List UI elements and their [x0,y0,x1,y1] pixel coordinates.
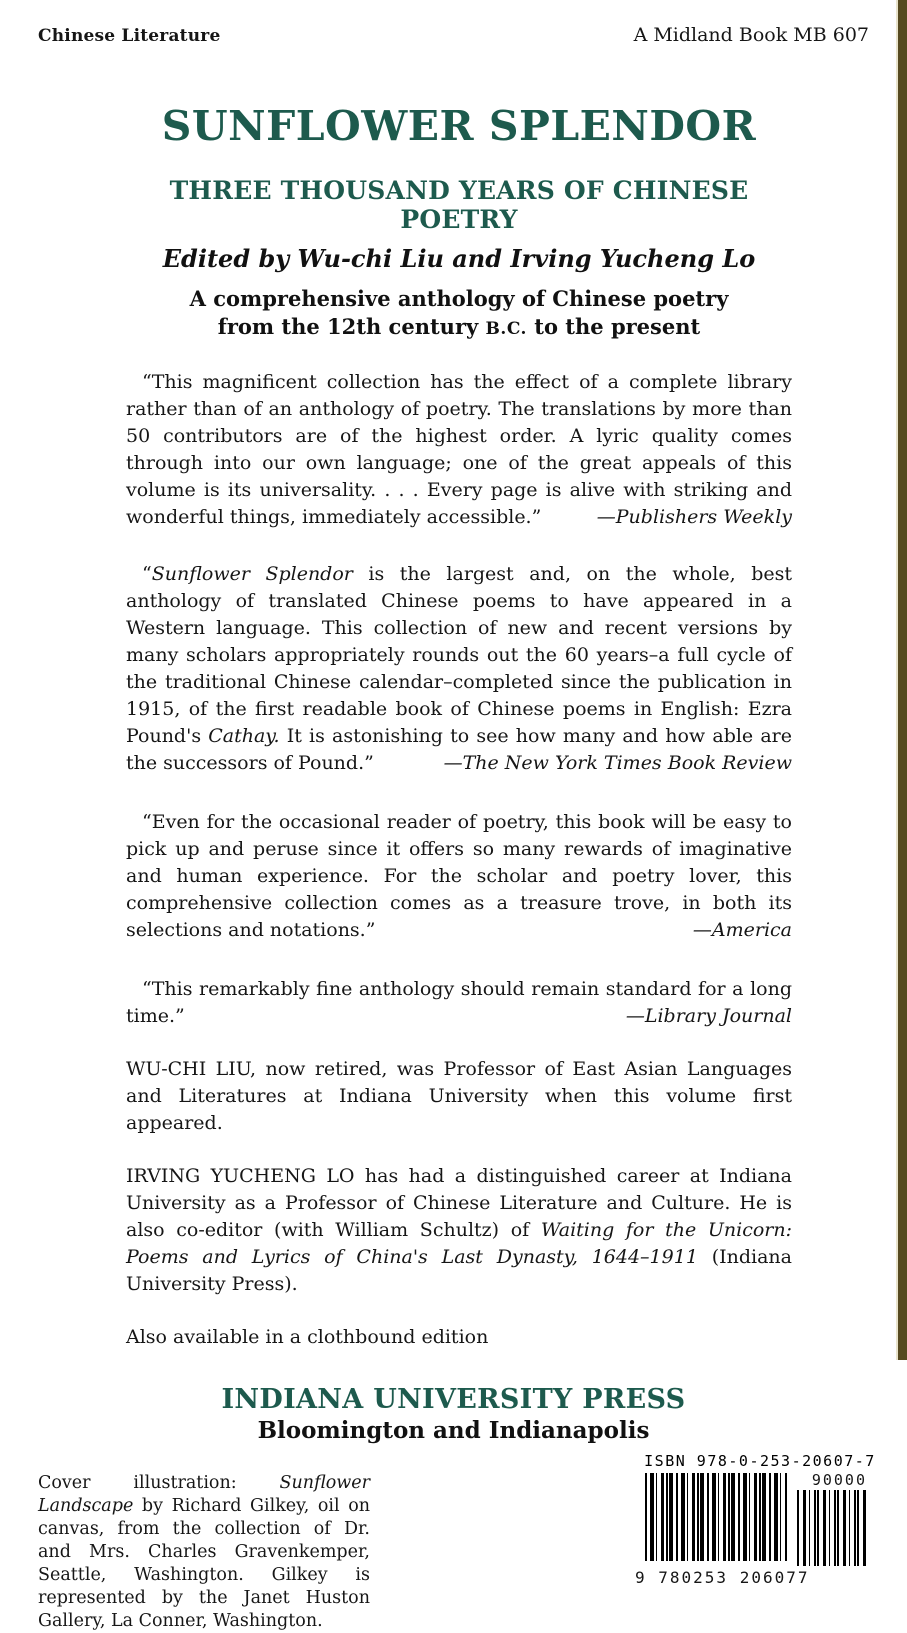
category-label: Chinese Literature [38,26,221,46]
bio-text: WU-CHI LIU, now retired, was Professor of East Asian Languages and Literatures at Indiana University when this volume first appeared. [126,1058,792,1134]
title-block [126,102,792,343]
publisher-block [0,1384,907,1444]
right-edge-binding-stripe [896,0,907,1360]
tagline [126,285,792,343]
review-quote-text: “Sunflower Splendor is the largest and, on the whole, best anthology of translated Chinese poems to have appeared in a Western language. This collection of new and recent versions by many scholars appropriately rounds out the 60 years–a full cycle of the traditional Chinese calendar–completed since the publication in 1915, of the first readable book of Chinese poems in English: Ezra Pound's Cathay. It is astonishing to see how many and how able are the successors of Pound.” [126,563,792,774]
barcode-supplement-bars [797,1490,867,1566]
review-attribution: —Publishers Weekly [596,506,792,528]
editors-line: Edited by Wu-chi Liu and Irving Yucheng Lo [162,244,756,273]
bottom-row [0,1444,907,1633]
bio-irving-yucheng-lo [126,1163,792,1298]
credit-text: Cover illustration: Sunflower Landscape by Richard Gilkey, oil on canvas, from the collection of Dr. and Mrs. Charles Gravenkemper, Seattle, Washington. Gilkey is represented by the Janet Huston Gallery, La Conner, Washington. [38,1473,370,1631]
review-quote-text: “This magnificent collection has the effect of a complete library rather than of an anthology of poetry. The translations by more than 50 contributors are of the highest order. A lyric quality comes through into our own language; one of the great appeals of this volume is its universality. . . . Every page is alive with striking and wonderful things, immediately accessible.” [126,371,792,528]
tagline-line2-pre: from the 12th century [217,314,486,339]
review-quote-publishers-weekly [126,369,792,531]
barcode-price-code: 90000 [811,1471,867,1489]
barcode-digits: 9 780253 206077 [635,1568,810,1587]
barcode-isbn-label: ISBN 978-0-253-20607-7 [644,1452,876,1470]
cover-illustration-credit [38,1472,370,1633]
book-subtitle: THREE THOUSAND YEARS OF CHINESE POETRY [169,176,749,234]
bio-wu-chi-liu [126,1056,792,1137]
review-quote-text: “Even for the occasional reader of poetry, this book will be easy to pick up and peruse since it offers so many rewards of imaginative and human experience. For the scholar and poetry lover, this comprehensive collection comes as a treasure trove, in both its selections and notations.” [126,811,792,941]
content-column [126,102,792,1348]
barcode-main-bars [645,1473,787,1561]
header-row [0,0,907,46]
tagline-line2-post: to the present [526,314,701,339]
review-quote-america [126,809,792,944]
review-attribution: —America [692,919,792,941]
barcode-block [635,1452,885,1587]
review-attribution: —The New York Times Book Review [443,752,792,774]
barcode-supplement [797,1473,867,1566]
barcode-bars-row [635,1473,885,1566]
availability-note: Also available in a clothbound edition [126,1326,489,1348]
bio-text: IRVING YUCHENG LO has had a distinguished career at Indiana University as a Professor of Chinese Literature and Culture. He is also co-editor (with William Schultz) of Waiting for the Unicorn: Poems and Lyrics of China's Last Dynasty, 1644–1911 (Indiana University Press). [126,1165,793,1295]
review-quote-library-journal [126,976,792,1030]
tagline-line1: A comprehensive anthology of Chinese poetry [189,286,729,311]
tagline-line2 [126,313,792,343]
tagline-bc: B.C. [485,319,527,339]
publisher-name: INDIANA UNIVERSITY PRESS [221,1384,686,1415]
review-quote-nyt [126,561,792,777]
book-title: SUNFLOWER SPLENDOR [161,102,757,150]
imprint-label: A Midland Book MB 607 [633,24,869,46]
review-attribution: —Library Journal [625,1005,792,1027]
review-quote-text: “This remarkably fine anthology should remain standard for a long time.” [126,978,792,1027]
publisher-location: Bloomington and Indianapolis [257,1417,650,1444]
